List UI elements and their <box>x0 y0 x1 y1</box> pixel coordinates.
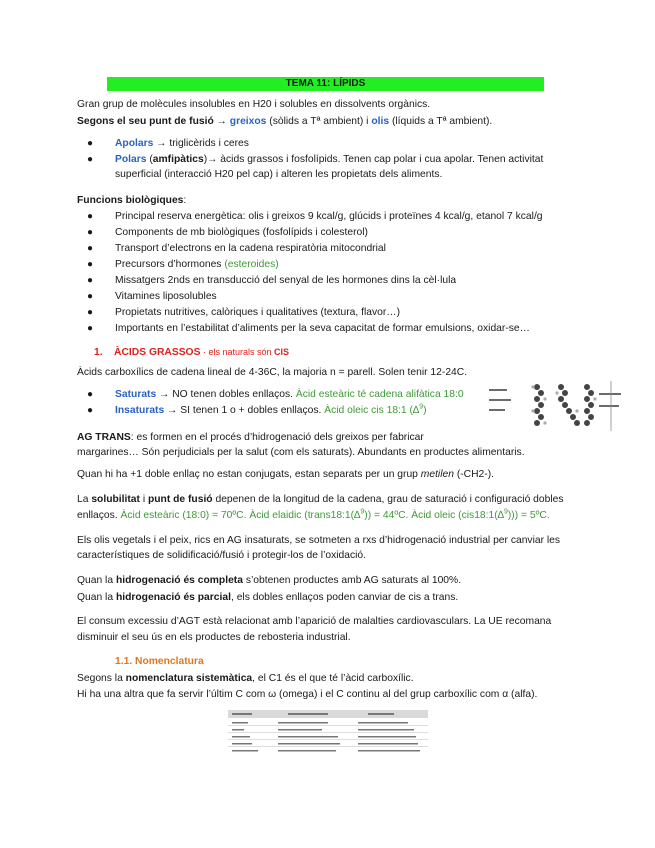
amfipatics-term: amfipàtics <box>152 154 204 165</box>
bullet-icon: ● <box>87 405 94 416</box>
section-heading <box>94 346 289 359</box>
function-item <box>115 258 279 271</box>
oils-line-1: Els olis vegetals i el peix, rics en AG insaturats, se sotmeten a rxs d’hidrogenació industrial per canviar les <box>77 535 561 546</box>
hydrogenation-partial <box>77 591 458 604</box>
nomenclature-heading: 1.1. Nomenclatura <box>115 656 204 667</box>
apolars-term: Apolars <box>115 138 154 149</box>
steroids-term: (esteroides) <box>224 259 279 270</box>
consum-line-2: disminuir el seu ús en els productes de rebosteria industrial. <box>77 632 351 643</box>
melting-example: )) = 44ºC. Àcid oleic (cis18:1(∆ <box>364 510 504 521</box>
bullet-icon: ● <box>87 154 94 165</box>
unsaturated-line <box>115 404 427 417</box>
fatty-acid-molecule-image <box>487 381 627 431</box>
solubility-term: solubilitat <box>91 494 140 505</box>
fusion-suffix: (líquids a Tª ambient). <box>389 116 493 127</box>
melting-example: ))) = 5ºC. <box>507 510 550 521</box>
bullet-icon: ● <box>87 291 94 302</box>
section-subtitle: · els naturals són <box>200 347 274 357</box>
hydrogenation-complete <box>77 574 461 587</box>
hydro-text: Quan la <box>77 575 116 586</box>
apolars-text: → triglicèrids i ceres <box>153 138 249 149</box>
hydro-text: s’obtenen productes amb AG saturats al 100%. <box>242 575 462 586</box>
ag-trans-line-1 <box>77 431 424 444</box>
nomenclature-table-image <box>228 710 428 756</box>
functions-heading-text: Funcions biològiques <box>77 195 184 206</box>
fusion-mid: (sòlids a Tª ambient) i <box>266 116 372 127</box>
ag-trans-term: AG TRANS <box>77 432 131 443</box>
intro-text: Gran grup de molècules insolubles en H20 i solubles en dissolvents orgànics. <box>77 99 431 110</box>
unsaturated-close: ) <box>423 405 427 416</box>
molecule-label-mark <box>489 399 511 401</box>
fusion-arrow: → <box>213 116 230 127</box>
functions-colon: : <box>183 195 187 206</box>
ag-trans-line-2: margarines… Són perjudicials per la salut (com els saturats). Abundants en productes alimentaris. <box>77 447 525 458</box>
solubility-line-1 <box>77 493 564 506</box>
hydro-complete-term: hidrogenació és completa <box>115 575 243 586</box>
greixos-term: greixos <box>229 116 267 127</box>
unsaturated-term: Insaturats <box>115 405 165 416</box>
solubility-line-2 <box>77 509 550 522</box>
bullet-icon: ● <box>87 211 94 222</box>
bullet-icon: ● <box>87 307 94 318</box>
bullet-icon: ● <box>87 323 94 334</box>
melting-sup: 9 <box>360 508 365 516</box>
bullet-icon: ● <box>87 227 94 238</box>
solubility-text: depenen de la longitud de la cadena, grau de saturació i configuració dobles <box>212 494 564 505</box>
molecule-label-mark <box>489 409 505 411</box>
unsaturated-text: → SI tenen 1 o + dobles enllaços. <box>164 405 325 416</box>
section-number: 1. <box>94 347 103 358</box>
saturated-text: → NO tenen dobles enllaços. <box>156 389 296 400</box>
function-item: Principal reserva energètica: olis i greixos 9 kcal/g, glúcids i proteïnes 4 kcal/g, etanol 7 kcal/g <box>115 211 543 222</box>
nomenclature-text: Segons la <box>77 673 126 684</box>
nomenclature-text: , el C1 és el que té l’àcid carboxílic. <box>252 673 414 684</box>
saturated-line <box>115 388 464 401</box>
systematic-nomenclature-term: nomenclatura sistemàtica <box>125 673 253 684</box>
page-title: TEMA 11: LÍPIDS <box>107 77 544 91</box>
bullet-icon: ● <box>87 275 94 286</box>
section-cis: CIS <box>274 347 290 357</box>
ag-trans-text: : es formen en el procés d’hidrogenació dels greixos per fabricar <box>130 432 424 443</box>
nomenclature-line-1 <box>77 672 414 685</box>
section-title: ÀCIDS GRASSOS <box>114 347 201 358</box>
function-item-text: Precursors d’hormones <box>115 259 225 270</box>
melting-sup: 9 <box>503 508 508 516</box>
bullet-icon: ● <box>87 138 94 149</box>
type-apolars <box>115 137 249 150</box>
bullet-icon: ● <box>87 259 94 270</box>
function-item: Importants en l’estabilitat d’aliments per la seva capacitat de formar emulsions, oxidar-se… <box>115 323 530 334</box>
metilen-term: metilen <box>420 469 454 480</box>
oils-line-2: característiques de solidificació/fusió i protegir-los de l’oxidació. <box>77 550 367 561</box>
functions-heading <box>77 194 186 207</box>
polars-text-c: superficial (interacció H20 pel cap) i alteren les propietats dels aliments. <box>115 169 443 180</box>
molecule-label-mark <box>599 405 619 407</box>
saturated-term: Saturats <box>115 389 157 400</box>
bullet-icon: ● <box>87 243 94 254</box>
polars-text-a: ( <box>146 154 153 165</box>
polars-text-b: )→ àcids grassos i fosfolípids. Tenen cap polar i cua apolar. Tenen activitat <box>203 154 544 165</box>
fusion-label: Segons el seu punt de fusió <box>77 116 214 127</box>
hydro-text: Quan la <box>77 592 116 603</box>
melting-example: Àcid esteàric (18:0) = 70ºC. Àcid elaidic (trans18:1(∆ <box>120 510 361 521</box>
melting-point-term: punt de fusió <box>147 494 213 505</box>
unsaturated-example: Àcid oleic cis 18:1 (∆ <box>324 405 420 416</box>
olis-term: olis <box>371 116 390 127</box>
function-item: Propietats nutritives, calòriques i qualitatives (textura, flavor…) <box>115 307 400 318</box>
function-item: Components de mb biològiques (fosfolípids i colesterol) <box>115 227 368 238</box>
nomenclature-line-2: Hi ha una altra que fa servir l’últim C com ω (omega) i el C continu al del grup carboxílic com α (alfa). <box>77 689 538 700</box>
double-bond-end: (-CH2-). <box>453 469 495 480</box>
polars-term: Polars <box>115 154 147 165</box>
function-item: Transport d’electrons en la cadena respiratòria mitocondrial <box>115 243 386 254</box>
hydro-text: , els dobles enllaços poden canviar de cis a trans. <box>230 592 459 603</box>
acids-intro: Àcids carboxílics de cadena lineal de 4-36C, la majoria n = parell. Solen tenir 12-24C. <box>77 367 468 378</box>
type-polars <box>115 153 543 166</box>
bullet-icon: ● <box>87 389 94 400</box>
solubility-text: enllaços. <box>77 510 121 521</box>
function-item: Missatgers 2nds en transducció del senyal de les hormones dins la cèl·lula <box>115 275 457 286</box>
solubility-text: La <box>77 494 92 505</box>
saturated-example: Àcid esteàric té cadena alifàtica 18:0 <box>295 389 464 400</box>
molecule-label-mark <box>599 393 621 395</box>
molecule-label-mark <box>489 389 507 391</box>
double-bond-text: Quan hi ha +1 doble enllaç no estan conjugats, estan separats per un grup <box>77 469 421 480</box>
solubility-text: i <box>139 494 148 505</box>
function-item: Vitamines liposolubles <box>115 291 217 302</box>
hydro-partial-term: hidrogenació és parcial <box>115 592 231 603</box>
consum-line-1: El consum excessiu d’AGT està relacionat amb l’aparició de malalties cardiovasculars. La UE recomana <box>77 616 552 627</box>
double-bond-line <box>77 468 494 481</box>
unsaturated-sup: 9 <box>419 403 424 411</box>
fusion-line <box>77 115 492 128</box>
